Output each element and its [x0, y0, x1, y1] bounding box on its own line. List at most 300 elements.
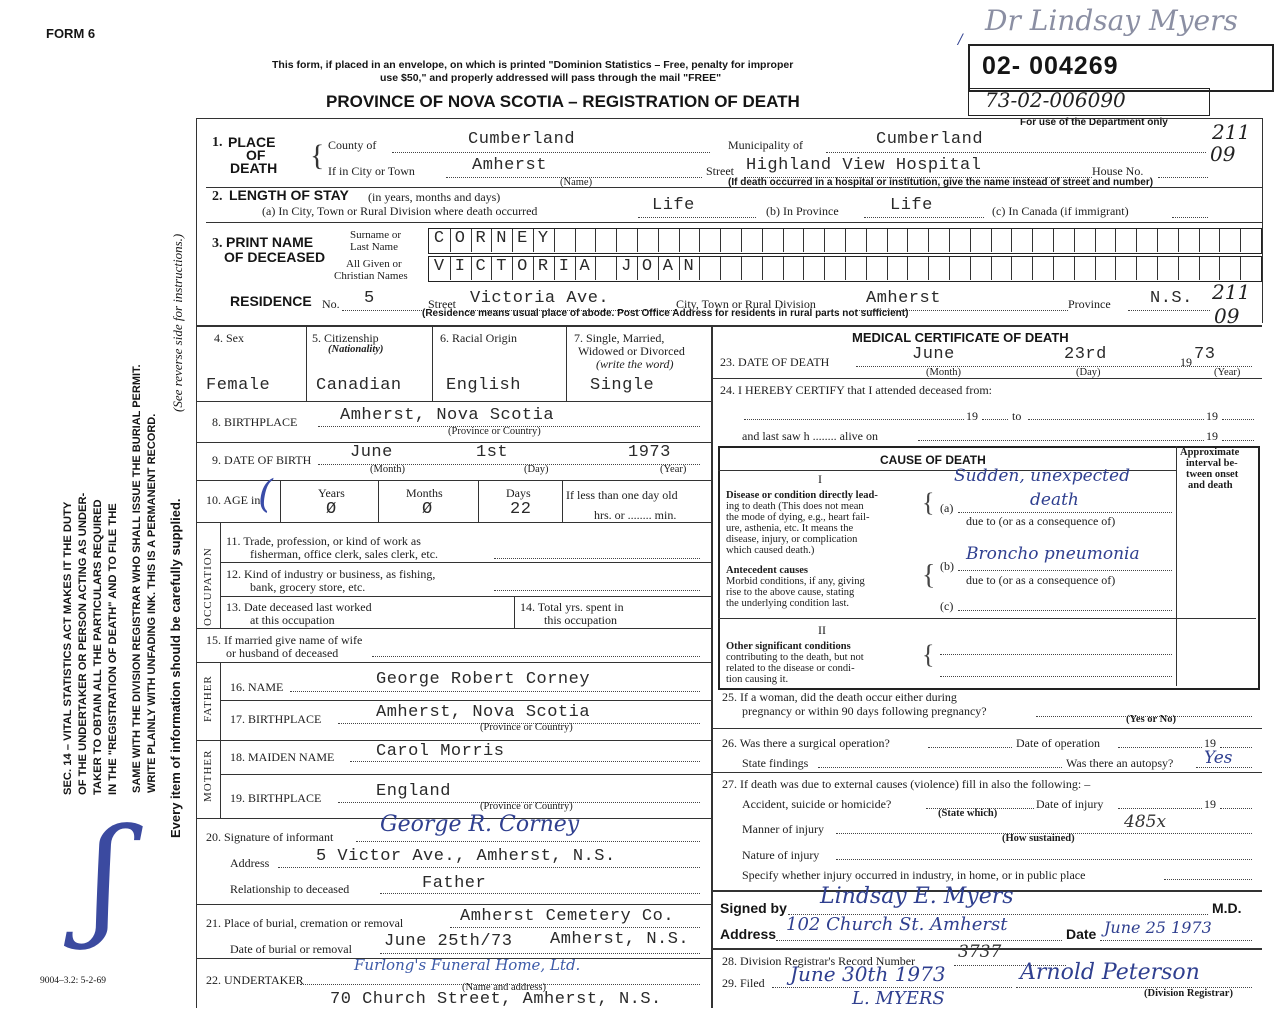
- surname-cell-divider: [616, 229, 637, 252]
- surname-label-b: Last Name: [350, 241, 398, 253]
- stay-a-value: Life: [652, 196, 695, 215]
- surname-cell-divider: [1219, 229, 1240, 252]
- residence-label: RESIDENCE: [230, 293, 312, 309]
- marital-label-b: Widowed or Divorced: [578, 344, 685, 358]
- surname-cell-divider: [803, 229, 824, 252]
- accident-label: Accident, suicide or homicide?: [742, 797, 892, 811]
- given-name-cell-divider: [1240, 257, 1261, 280]
- form-title: PROVINCE OF NOVA SCOTIA – REGISTRATION OF DEATH: [326, 92, 800, 111]
- burial-place-label: 21. Place of burial, cremation or removal: [206, 916, 404, 930]
- q26-label: 26. Was there a surgical operation?: [722, 736, 890, 750]
- surname-cell-divider: [1115, 229, 1136, 252]
- stay-b-label: (b) In Province: [766, 204, 839, 218]
- dob-year-label: (Year): [660, 464, 687, 475]
- surname-cell-divider: [1053, 229, 1074, 252]
- undertaker-address: 70 Church Street, Amherst, N.S.: [330, 990, 662, 1009]
- date-of-operation-label: Date of operation: [1016, 736, 1100, 750]
- registration-number: 02- 004269: [982, 52, 1119, 80]
- given-name-cell-divider: [1053, 257, 1074, 280]
- q15-line-b: or husband of deceased: [226, 646, 339, 660]
- signed-date-label: Date: [1066, 926, 1097, 942]
- father-birthplace-value: Amherst, Nova Scotia: [376, 703, 591, 722]
- age-days-label: Days: [506, 486, 531, 500]
- signed-by-value: Lindsay E. Myers: [820, 884, 1014, 909]
- surname-cell-divider: [949, 229, 970, 252]
- sex-value: Female: [206, 376, 271, 395]
- surname-cell-divider: [699, 229, 720, 252]
- surname-cell-divider: [1199, 229, 1220, 252]
- q24-label: 24. I HEREBY CERTIFY that I attended deceased from:: [720, 383, 992, 397]
- dob-label: 9. DATE OF BIRTH: [212, 453, 312, 467]
- place-brace: {: [310, 139, 325, 172]
- residence-city-label: City, Town or Rural Division: [676, 297, 816, 311]
- surname-cell-divider: [928, 229, 949, 252]
- surname-cell-divider: [887, 229, 908, 252]
- cause-c-label: (c): [940, 599, 954, 613]
- surname-cell-divider: [1074, 229, 1095, 252]
- side-instruction-2: OF THE UNDERTAKER OR PERSON ACTING AS UNDER-: [77, 492, 89, 795]
- given-names-grid: [428, 256, 1262, 282]
- state-findings-label: State findings: [742, 756, 809, 770]
- given-name-cell-divider: [699, 257, 720, 280]
- operation-19: 19: [1204, 736, 1216, 750]
- surname-cell-divider: [1240, 229, 1261, 252]
- given-name-cell-divider: [741, 257, 762, 280]
- given-name-cell-divider: [1178, 257, 1199, 280]
- racial-origin-label: 6. Racial Origin: [440, 331, 517, 345]
- antecedent-a: Morbid conditions, if any, giving: [726, 576, 865, 587]
- undertaker-sub: (Name and address): [462, 982, 546, 993]
- given-name-cell-divider: [949, 257, 970, 280]
- death-day-label: (Day): [1076, 367, 1101, 378]
- surname-letter: Y: [537, 229, 549, 248]
- name-label-b: OF DECEASED: [224, 249, 326, 265]
- signed-by-label: Signed by: [720, 900, 787, 916]
- birthplace-value: Amherst, Nova Scotia: [340, 406, 555, 425]
- age-bracket: (: [258, 472, 273, 516]
- surname-cell-divider: [1157, 229, 1178, 252]
- cause-a-line-2: death: [1030, 490, 1079, 510]
- age-months-label: Months: [406, 486, 443, 500]
- burial-date-value: June 25th/73: [384, 932, 513, 951]
- given-name-letter: A: [662, 257, 673, 276]
- racial-origin-value: English: [446, 376, 521, 395]
- place-label-a: PLACE: [228, 134, 276, 150]
- name-number: 3.: [212, 236, 223, 251]
- side-instruction-7: Every item of information should be carefully supplied.: [168, 498, 183, 838]
- surname-cell-divider: [741, 229, 762, 252]
- birthplace-label: 8. BIRTHPLACE: [212, 415, 298, 429]
- interval-b: interval be-: [1186, 458, 1238, 469]
- rule-after-residence: [196, 325, 1262, 327]
- q24-to-19: 19: [1206, 409, 1218, 423]
- surname-cell-divider: [575, 229, 596, 252]
- q13-line-b: at this occupation: [250, 613, 335, 627]
- q14-line-a: 14. Total yrs. spent in: [520, 600, 624, 614]
- yes-no-label: (Yes or No): [1126, 714, 1176, 725]
- surname-cell-divider: [1032, 229, 1053, 252]
- city-name-note: (Name): [560, 177, 593, 188]
- given-name-cell-divider: [803, 257, 824, 280]
- city-value: Amherst: [472, 156, 547, 175]
- given-name-cell-divider: [595, 257, 616, 280]
- informant-address-label: Address: [230, 856, 270, 870]
- given-name-cell-divider: [762, 257, 783, 280]
- cause-a-label: (a): [940, 501, 954, 515]
- citizenship-value: Canadian: [316, 376, 402, 395]
- mother-maiden-label: 18. MAIDEN NAME: [230, 750, 335, 764]
- q13-line-a: 13. Date deceased last worked: [226, 600, 372, 614]
- surname-cell-divider: [845, 229, 866, 252]
- date-of-death-label: 23. DATE OF DEATH: [720, 355, 830, 369]
- municipality-label: Municipality of: [728, 138, 803, 152]
- given-name-letter: A: [579, 257, 590, 276]
- surname-letter: R: [475, 229, 486, 248]
- roman-one: I: [818, 472, 822, 486]
- given-name-letter: C: [475, 257, 486, 276]
- antecedent-bold: Antecedent causes: [726, 565, 808, 576]
- surname-cell-divider: [783, 229, 804, 252]
- q14-line-b: this occupation: [544, 613, 617, 627]
- margin-code-4: 09: [1214, 304, 1240, 328]
- informant-signature: George R. Corney: [380, 812, 580, 837]
- hrs-min-label: hrs. or ........ min.: [594, 508, 677, 522]
- filed-label: 29. Filed: [722, 976, 765, 990]
- house-label: House No.: [1092, 164, 1144, 178]
- margin-code-2: 09: [1210, 142, 1236, 166]
- division-registrar-label: (Division Registrar): [1144, 988, 1233, 999]
- given-name-letter: O: [641, 257, 653, 276]
- dob-month: June: [350, 443, 393, 462]
- interval-a: Approximate: [1180, 447, 1240, 458]
- street-label: Street: [706, 164, 734, 178]
- given-name-cell-divider: [866, 257, 887, 280]
- residence-province-label: Province: [1068, 297, 1111, 311]
- stay-number: 2.: [212, 189, 223, 204]
- father-birthplace-sub: (Province or Country): [480, 722, 573, 733]
- other-bold: Other significant conditions: [726, 641, 851, 652]
- given-name-cell-divider: [1157, 257, 1178, 280]
- father-name-value: George Robert Corney: [376, 670, 591, 689]
- how-sustained-label: (How sustained): [1002, 833, 1075, 844]
- dob-year: 1973: [628, 443, 671, 462]
- informant-relationship-value: Father: [422, 874, 487, 893]
- birthplace-sub: (Province or Country): [448, 426, 541, 437]
- given-label-b: Christian Names: [334, 270, 408, 282]
- q24-from-19: 19: [966, 409, 978, 423]
- surname-letter: E: [517, 229, 528, 248]
- surname-cell-divider: [554, 229, 575, 252]
- city-label: If in City or Town: [328, 164, 415, 178]
- given-label-a: All Given or: [346, 258, 402, 270]
- age-years-value: Ø: [326, 500, 337, 519]
- stay-sub: (in years, months and days): [368, 190, 501, 204]
- injury-19: 19: [1204, 797, 1216, 811]
- informant-sig-label: 20. Signature of informant: [206, 830, 334, 844]
- disease-label-e: which caused death.): [726, 545, 815, 556]
- disease-label-c: ure, asthenia, etc. It means the: [726, 523, 854, 534]
- mark-slash: /: [958, 32, 963, 48]
- signer-address-label: Address: [720, 926, 777, 942]
- given-name-letter: I: [558, 257, 569, 276]
- given-name-cell-divider: [845, 257, 866, 280]
- surname-cell-divider: [762, 229, 783, 252]
- residence-no-value: 5: [364, 289, 375, 308]
- form-number: FORM 6: [46, 26, 96, 41]
- cause-b-value: Broncho pneumonia: [966, 544, 1140, 564]
- cause-title: CAUSE OF DEATH: [880, 453, 986, 467]
- less-than-day-label: If less than one day old: [566, 488, 678, 502]
- given-name-cell-divider: [907, 257, 928, 280]
- father-name-label: 16. NAME: [230, 680, 284, 694]
- street-value: Highland View Hospital: [746, 156, 982, 175]
- surname-cell-divider: [1011, 229, 1032, 252]
- given-name-cell-divider: [720, 257, 741, 280]
- surname-letter: N: [496, 229, 507, 248]
- record-number-label: 28. Division Registrar's Record Number: [722, 954, 916, 968]
- given-name-cell-divider: [1032, 257, 1053, 280]
- citizenship-sub: (Nationality): [328, 344, 384, 355]
- top-signature: Dr Lindsay Myers: [985, 4, 1238, 37]
- last-seen-label: and last saw h ........ alive on: [742, 429, 878, 443]
- undertaker-label: 22. UNDERTAKER: [206, 973, 304, 987]
- stay-b-value: Life: [890, 196, 933, 215]
- center-divider: [711, 325, 713, 1008]
- surname-letter: C: [433, 229, 445, 248]
- marital-label-c: (write the word): [596, 357, 674, 371]
- sex-label: 4. Sex: [214, 331, 244, 345]
- cause-b-label: (b): [940, 559, 954, 573]
- mother-side-label: MOTHER: [202, 749, 214, 802]
- state-which-label: (State which): [938, 808, 998, 819]
- surname-cell-divider: [1136, 229, 1157, 252]
- death-year-label: (Year): [1214, 367, 1241, 378]
- record-number-value: 3737: [958, 942, 1002, 962]
- county-label: County of: [328, 138, 377, 152]
- mail-notice-line-1: This form, if placed in an envelope, on which is printed "Dominion Statistics – Free, penalty for improper: [272, 59, 794, 71]
- autopsy-label: Was there an autopsy?: [1066, 756, 1174, 770]
- burial-place-value: Amherst Cemetery Co.: [460, 907, 675, 926]
- nature-label: Nature of injury: [742, 848, 820, 862]
- given-name-letter: T: [496, 257, 507, 276]
- residence-street-label: Street: [428, 297, 456, 311]
- death-day: 23rd: [1064, 345, 1107, 364]
- death-year: 73: [1194, 345, 1216, 364]
- signer-address-value: 102 Church St. Amherst: [786, 914, 1008, 935]
- given-name-letter: R: [537, 257, 549, 276]
- marital-value: Single: [590, 376, 655, 395]
- antecedent-c: the underlying condition last.: [726, 598, 850, 609]
- q11-line-b: fisherman, office clerk, sales clerk, etc.: [250, 547, 439, 561]
- surname-cell-divider: [1178, 229, 1199, 252]
- surname-cell-divider: [595, 229, 616, 252]
- county-value: Cumberland: [468, 130, 576, 149]
- father-birthplace-label: 17. BIRTHPLACE: [230, 712, 322, 726]
- residence-street-value: Victoria Ave.: [470, 289, 610, 308]
- age-label: 10. AGE in: [206, 493, 261, 507]
- roman-two: II: [818, 623, 826, 637]
- disease-label-d: disease, injury, or complication: [726, 534, 858, 545]
- place-number: 1.: [212, 135, 223, 150]
- filed-date-value: June 30th 1973: [790, 962, 946, 986]
- given-name-cell-divider: [824, 257, 845, 280]
- disease-label-bold: Disease or condition directly lead-: [726, 490, 878, 501]
- residence-city-value: Amherst: [866, 289, 941, 308]
- other-c: tion causing it.: [726, 674, 789, 685]
- q27-label: 27. If death was due to external causes (violence) fill in also the following: –: [722, 777, 1091, 791]
- q24-to: to: [1012, 409, 1022, 423]
- margin-code-3: 211: [1212, 280, 1251, 304]
- q15-line-a: 15. If married give name of wife: [206, 633, 363, 647]
- side-scribble: ʃ: [88, 800, 124, 952]
- q25-line-a: 25. If a woman, did the death occur either during: [722, 690, 957, 704]
- municipality-value: Cumberland: [876, 130, 984, 149]
- other-b: related to the disease or condi-: [726, 663, 855, 674]
- surname-letter: O: [454, 229, 465, 248]
- mother-maiden-value: Carol Morris: [376, 742, 505, 761]
- burial-location-value: Amherst, N.S.: [550, 930, 690, 949]
- residence-note: (Residence means usual place of abode. Post Office Address for residents in rural parts not sufficient): [422, 308, 909, 319]
- disease-brace: {: [922, 488, 935, 517]
- father-side-label: FATHER: [202, 675, 214, 722]
- autopsy-value: Yes: [1204, 748, 1233, 768]
- side-instruction-4: IN THE "REGISTRATION OF DEATH" AND TO FILE THE: [107, 503, 119, 795]
- medical-certificate-title: MEDICAL CERTIFICATE OF DEATH: [852, 330, 1069, 345]
- residence-province-value: N.S.: [1150, 289, 1193, 308]
- given-name-letter: I: [454, 257, 465, 276]
- manner-note: 485x: [1124, 812, 1167, 832]
- signed-date-value: June 25 1973: [1104, 918, 1212, 937]
- given-name-cell-divider: [1011, 257, 1032, 280]
- age-months-value: Ø: [422, 500, 433, 519]
- interval-d: and death: [1188, 480, 1233, 491]
- undertaker-stamp: Furlong's Funeral Home, Ltd.: [354, 956, 581, 974]
- place-note: (If death occurred in a hospital or institution, give the name instead of street and number): [728, 177, 1154, 188]
- citizenship-label: 5. Citizenship: [312, 331, 379, 345]
- given-name-cell-divider: [783, 257, 804, 280]
- q25-line-b: pregnancy or within 90 days following pregnancy?: [742, 704, 987, 718]
- surname-cell-divider: [824, 229, 845, 252]
- informant-address-value: 5 Victor Ave., Amherst, N.S.: [316, 847, 616, 866]
- place-label-b: OF: [246, 147, 266, 163]
- side-instruction-8: (See reverse side for instructions.): [170, 233, 185, 412]
- last-seen-19: 19: [1206, 429, 1218, 443]
- stay-label: LENGTH OF STAY: [229, 187, 349, 203]
- given-name-cell-divider: [991, 257, 1012, 280]
- residence-no-label: No.: [322, 297, 340, 311]
- antecedent-b: rise to the above cause, stating: [726, 587, 855, 598]
- dob-day-label: (Day): [524, 464, 549, 475]
- rule-after-stay: [206, 222, 1262, 223]
- mail-notice-line-2: use $50," and properly addressed will pass through the mail "FREE": [380, 72, 722, 84]
- side-instruction-5: SAME WITH THE DIVISION REGISTRAR WHO SHALL ISSUE THE BURIAL PERMIT.: [131, 364, 143, 793]
- department-use-label: For use of the Department only: [1020, 117, 1168, 128]
- bottom-name: L. MYERS: [852, 988, 945, 1009]
- death-year-prefix: 19: [1180, 355, 1192, 369]
- surname-cell-divider: [720, 229, 741, 252]
- stay-a-label: (a) In City, Town or Rural Division where death occurred: [262, 204, 538, 218]
- surname-cell-divider: [1095, 229, 1116, 252]
- frame-top: [196, 118, 1262, 119]
- death-month-label: (Month): [926, 367, 961, 378]
- due-to-label-2: due to (or as a consequence of): [966, 573, 1116, 587]
- given-name-cell-divider: [970, 257, 991, 280]
- given-name-letter: N: [683, 257, 694, 276]
- frame-right: [1262, 118, 1263, 323]
- surname-cell-divider: [658, 229, 679, 252]
- cause-a-line-1: Sudden, unexpected: [954, 466, 1130, 486]
- specify-label: Specify whether injury occurred in industry, in home, or in public place: [742, 868, 1086, 882]
- side-instruction-3: TAKER TO OBTAIN ALL THE PARTICULARS REQUIRED: [92, 499, 104, 795]
- surname-cell-divider: [991, 229, 1012, 252]
- given-name-cell-divider: [1095, 257, 1116, 280]
- mother-birthplace-sub: (Province or Country): [480, 801, 573, 812]
- side-instruction-1: SEC. 14 – VITAL STATISTICS ACT MAKES IT THE DUTY: [62, 501, 74, 795]
- surname-label-a: Surname or: [350, 229, 402, 241]
- other-a: contributing to the death, but not: [726, 652, 864, 663]
- q11-line-a: 11. Trade, profession, or kind of work as: [226, 534, 421, 548]
- age-days-value: 22: [510, 500, 532, 519]
- given-name-cell-divider: [1115, 257, 1136, 280]
- burial-date-label: Date of burial or removal: [230, 942, 352, 956]
- frame-left: [196, 118, 197, 1008]
- due-to-label-1: due to (or as a consequence of): [966, 514, 1116, 528]
- given-name-letter: J: [621, 257, 632, 276]
- mother-birthplace-label: 19. BIRTHPLACE: [230, 791, 322, 805]
- other-brace: {: [922, 640, 935, 669]
- given-name-cell-divider: [1219, 257, 1240, 280]
- disease-label-a: ing to death (This does not mean: [726, 501, 864, 512]
- given-name-cell-divider: [1074, 257, 1095, 280]
- margin-code-1: 211: [1212, 120, 1251, 144]
- surname-cell-divider: [679, 229, 700, 252]
- antecedent-brace: {: [922, 560, 936, 591]
- surname-cell-divider: [866, 229, 887, 252]
- marital-label-a: 7. Single, Married,: [574, 331, 665, 345]
- disease-label-b: the mode of dying, e.g., heart fail-: [726, 512, 870, 523]
- death-month: June: [912, 345, 955, 364]
- name-label-a: PRINT NAME: [226, 234, 314, 250]
- surname-cell-divider: [907, 229, 928, 252]
- registrar-signature: Arnold Peterson: [1020, 960, 1200, 985]
- given-name-cell-divider: [1136, 257, 1157, 280]
- given-name-cell-divider: [928, 257, 949, 280]
- informant-relationship-label: Relationship to deceased: [230, 882, 350, 896]
- md-label: M.D.: [1212, 900, 1242, 916]
- side-instruction-6: WRITE PLAINLY WITH UNFADING INK. THIS IS A PERMANENT RECORD.: [146, 413, 158, 793]
- surname-grid: [428, 228, 1262, 254]
- given-name-cell-divider: [1199, 257, 1220, 280]
- q12-line-b: bank, grocery store, etc.: [250, 580, 366, 594]
- dob-month-label: (Month): [370, 464, 405, 475]
- stay-c-label: (c) In Canada (if immigrant): [992, 204, 1129, 218]
- dob-day: 1st: [476, 443, 509, 462]
- given-name-cell-divider: [887, 257, 908, 280]
- manner-label: Manner of injury: [742, 822, 824, 836]
- q12-line-a: 12. Kind of industry or business, as fishing,: [226, 567, 436, 581]
- handwritten-number: 73-02-006090: [985, 88, 1126, 112]
- given-name-letter: V: [433, 257, 445, 276]
- given-name-letter: O: [517, 257, 528, 276]
- surname-cell-divider: [637, 229, 658, 252]
- age-years-label: Years: [318, 486, 345, 500]
- surname-cell-divider: [970, 229, 991, 252]
- form-code: 9004–3.2: 5-2-69: [40, 976, 106, 986]
- interval-c: tween onset: [1186, 469, 1239, 480]
- mother-birthplace-value: England: [376, 782, 451, 801]
- date-of-injury-label: Date of injury: [1036, 797, 1104, 811]
- place-label-c: DEATH: [230, 160, 278, 176]
